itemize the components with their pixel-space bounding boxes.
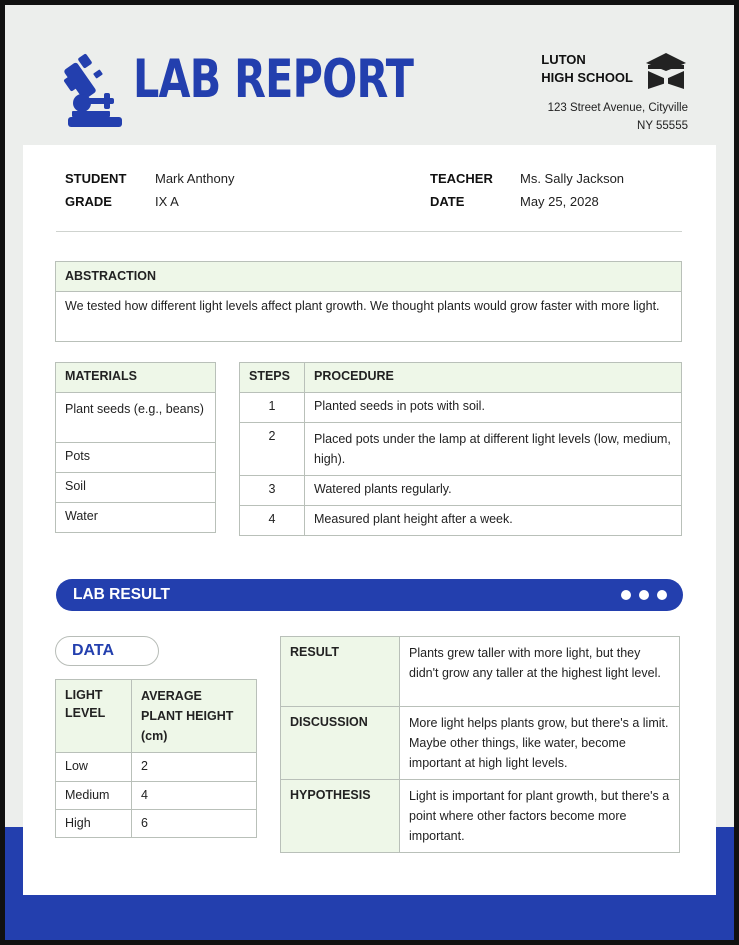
student-value: Mark Anthony — [155, 171, 235, 186]
step-number: 1 — [240, 393, 305, 423]
step-text: Placed pots under the lamp at different light levels (low, medium, high). — [305, 423, 682, 476]
grade-label: GRADE — [65, 194, 112, 209]
step-text: Watered plants regularly. — [305, 476, 682, 506]
school-name — [541, 51, 633, 87]
dot-icon — [621, 590, 631, 600]
lab-result-heading: LAB RESULT — [73, 586, 171, 603]
divider — [56, 231, 682, 232]
school-building-icon — [644, 51, 688, 91]
teacher-row — [430, 169, 624, 189]
step-number: 3 — [240, 476, 305, 506]
school-address — [548, 99, 688, 135]
abstraction-box — [55, 261, 682, 342]
dot-icon — [639, 590, 649, 600]
dot-icon — [657, 590, 667, 600]
materials-heading: MATERIALS — [56, 363, 216, 393]
discussion-text: More light helps plants grow, but there's a limit. Maybe other things, like water, become important at high light levels. — [400, 707, 680, 780]
step-text: Planted seeds in pots with soil. — [305, 393, 682, 423]
teacher-value: Ms. Sally Jackson — [520, 171, 625, 186]
school-name-line1: LUTON — [541, 52, 586, 67]
grade-row — [65, 192, 179, 212]
discussion-label: DISCUSSION — [281, 707, 400, 780]
light-level-heading: LIGHT LEVEL — [56, 680, 132, 753]
height-cell: 2 — [132, 753, 257, 782]
light-level-cell: Low — [56, 753, 132, 782]
report-page — [5, 5, 734, 940]
findings-table — [280, 636, 680, 853]
lab-result-banner — [56, 579, 683, 611]
step-number: 4 — [240, 506, 305, 536]
address-line1: 123 Street Avenue, Cityville — [547, 102, 688, 114]
height-heading: AVERAGE PLANT HEIGHT (cm) — [132, 680, 257, 753]
height-cell: 4 — [132, 782, 257, 810]
procedure-heading: PROCEDURE — [305, 363, 682, 393]
date-value: May 25, 2028 — [520, 194, 599, 209]
height-cell: 6 — [132, 810, 257, 838]
data-label-pill — [55, 636, 159, 666]
school-block — [428, 51, 688, 135]
materials-item: Plant seeds (e.g., beans) — [56, 393, 216, 443]
date-label: DATE — [430, 194, 465, 209]
materials-item: Pots — [56, 443, 216, 473]
abstraction-text: We tested how different light levels affect plant growth. We thought plants would grow faster with more light. — [65, 299, 660, 313]
hypothesis-text: Light is important for plant growth, but there's a point where other factors become more important. — [400, 780, 680, 853]
teacher-label: TEACHER — [430, 171, 493, 186]
data-table — [55, 679, 257, 838]
materials-item: Soil — [56, 473, 216, 503]
data-label: DATA — [72, 642, 115, 659]
hypothesis-label: HYPOTHESIS — [281, 780, 400, 853]
student-row — [65, 169, 235, 189]
school-name-line2: HIGH SCHOOL — [541, 70, 633, 85]
date-row — [430, 192, 599, 212]
result-label: RESULT — [281, 637, 400, 707]
address-line2: NY 55555 — [637, 120, 688, 132]
step-number: 2 — [240, 423, 305, 476]
steps-heading: STEPS — [240, 363, 305, 393]
light-level-cell: High — [56, 810, 132, 838]
abstraction-heading: ABSTRACTION — [56, 262, 681, 292]
light-level-cell: Medium — [56, 782, 132, 810]
page-title: LAB REPORT — [133, 49, 414, 110]
step-text: Measured plant height after a week. — [305, 506, 682, 536]
grade-value: IX A — [155, 194, 179, 209]
procedure-table — [239, 362, 682, 536]
materials-item: Water — [56, 503, 216, 533]
microscope-icon — [60, 49, 122, 129]
materials-table — [55, 362, 216, 533]
result-text: Plants grew taller with more light, but they didn't grow any taller at the highest light level. — [400, 637, 680, 707]
student-label: STUDENT — [65, 171, 127, 186]
